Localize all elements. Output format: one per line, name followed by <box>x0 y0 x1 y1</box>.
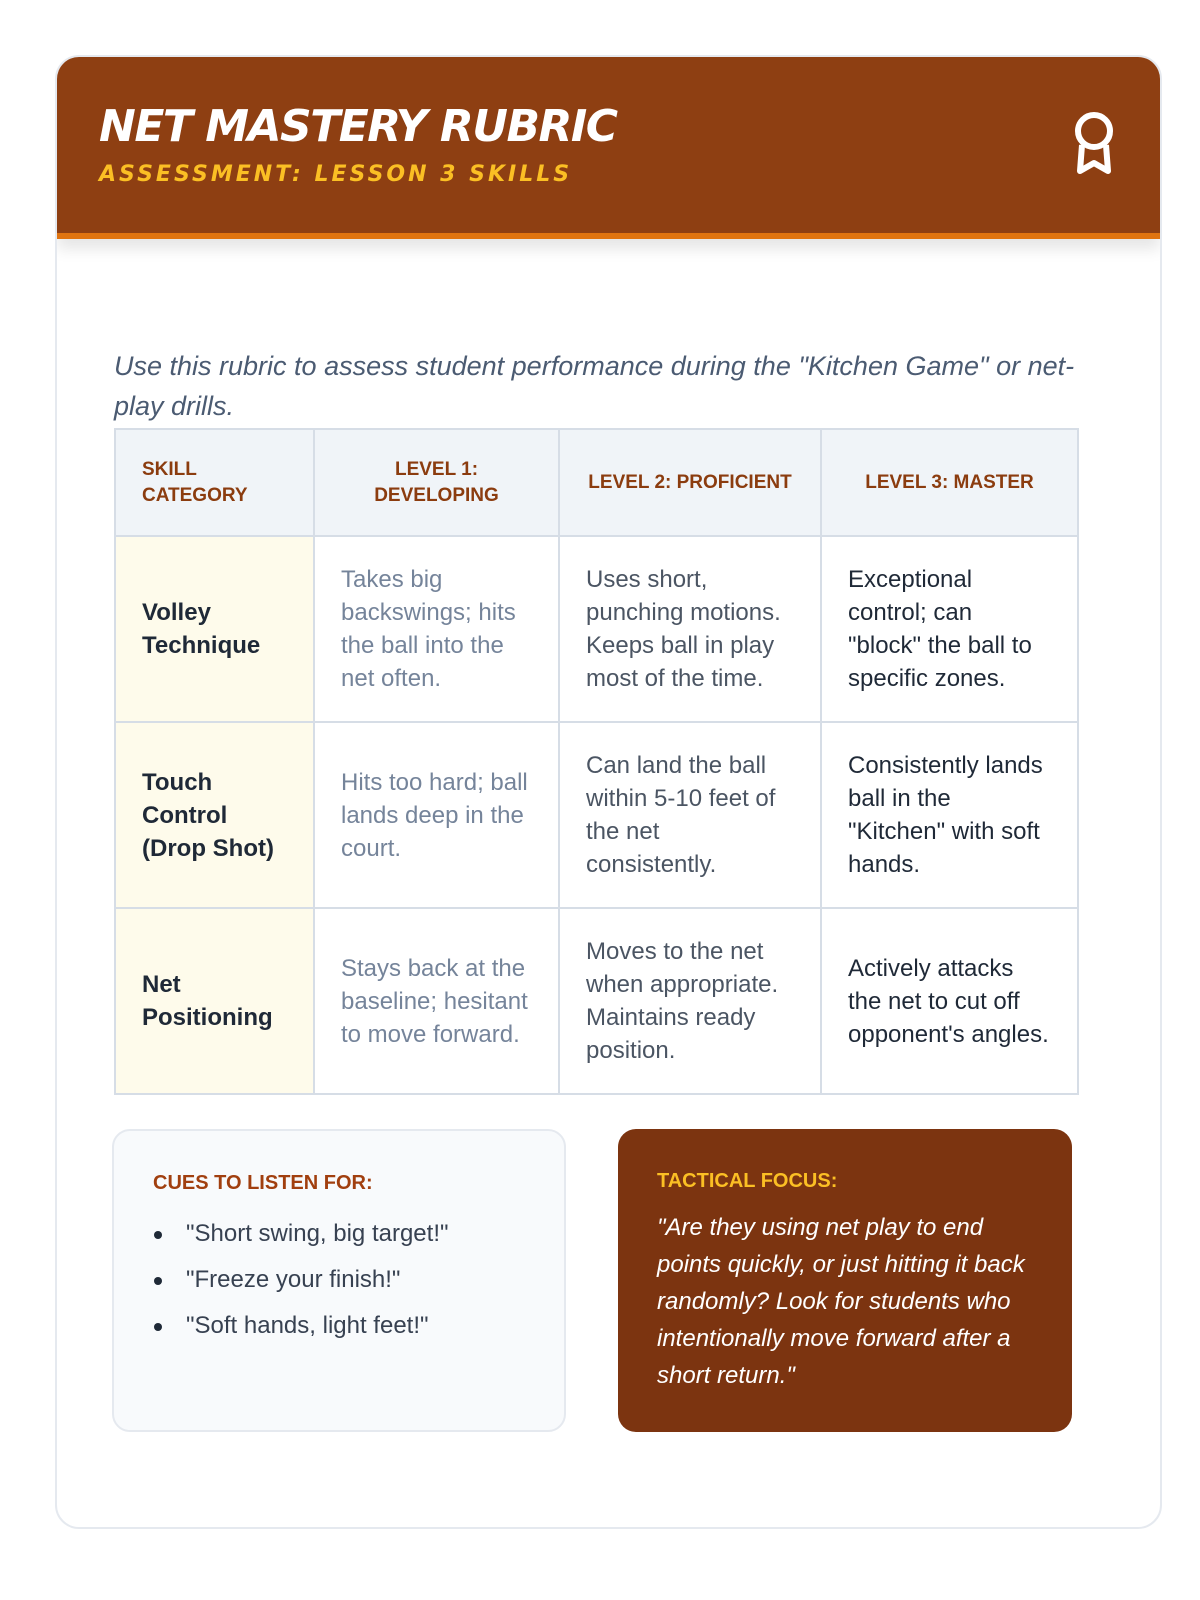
table-row <box>115 722 1078 908</box>
level1-cell: Stays back at the baseline; hesitant to move forward. <box>314 908 559 1094</box>
skill-cell: Volley Technique <box>115 536 314 722</box>
table-header-row <box>115 429 1078 536</box>
table-row <box>115 536 1078 722</box>
page-subtitle: ASSESSMENT: LESSON 3 SKILLS <box>99 162 573 187</box>
level3-cell: Consistently lands ball in the "Kitchen" with soft hands. <box>821 722 1078 908</box>
cues-list <box>114 1211 449 1349</box>
tactical-quote: "Are they using net play to end points quickly, or just hitting it back randomly? Look for students who intentionally move forward after a short return." <box>657 1214 1025 1389</box>
tactical-label: TACTICAL FOCUS: <box>657 1170 838 1192</box>
award-ribbon-icon <box>1070 109 1118 175</box>
list-item: "Soft hands, light feet!" <box>114 1303 449 1349</box>
cues-box <box>112 1129 566 1432</box>
page-title: NET MASTERY RUBRIC <box>99 101 617 152</box>
list-item: "Freeze your finish!" <box>114 1257 449 1303</box>
tactical-focus-box <box>618 1129 1072 1432</box>
column-header-level2: LEVEL 2: PROFICIENT <box>559 429 821 536</box>
level2-cell: Uses short, punching motions. Keeps ball in play most of the time. <box>559 536 821 722</box>
level2-cell: Can land the ball within 5-10 feet of the net consistently. <box>559 722 821 908</box>
level2-cell: Moves to the net when appropriate. Maintains ready position. <box>559 908 821 1094</box>
column-header-level1: LEVEL 1: DEVELOPING <box>314 429 559 536</box>
cues-label: CUES TO LISTEN FOR: <box>153 1172 373 1194</box>
rubric-card <box>55 55 1162 1529</box>
level1-cell: Takes big backswings; hits the ball into the net often. <box>314 536 559 722</box>
intro-text: Use this rubric to assess student performance during the "Kitchen Game" or net-play drills. <box>114 351 1075 421</box>
header <box>57 57 1160 239</box>
skill-cell: Net Positioning <box>115 908 314 1094</box>
table-row <box>115 908 1078 1094</box>
column-header-skill: SKILL CATEGORY <box>115 429 314 536</box>
column-header-level3: LEVEL 3: MASTER <box>821 429 1078 536</box>
rubric-table <box>114 428 1079 1095</box>
level3-cell: Exceptional control; can "block" the ball to specific zones. <box>821 536 1078 722</box>
level1-cell: Hits too hard; ball lands deep in the court. <box>314 722 559 908</box>
level3-cell: Actively attacks the net to cut off opponent's angles. <box>821 908 1078 1094</box>
skill-cell: Touch Control (Drop Shot) <box>115 722 314 908</box>
list-item: "Short swing, big target!" <box>114 1211 449 1257</box>
